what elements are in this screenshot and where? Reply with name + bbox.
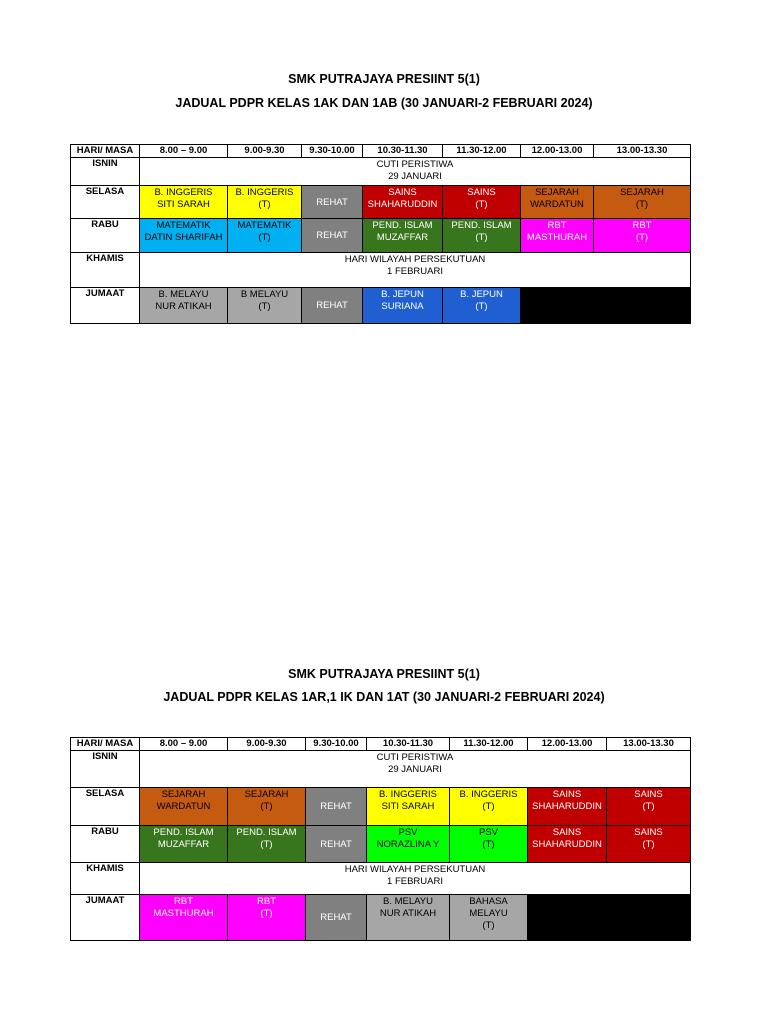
subject-name: BAHASA	[469, 896, 508, 907]
subject-name: PEND. ISLAM	[372, 220, 433, 231]
break-cell: REHAT	[302, 186, 363, 219]
row-rabu	[71, 826, 691, 863]
header-row	[71, 145, 691, 158]
break-cell: REHAT	[306, 788, 367, 826]
teacher-name: DATIN SHARIFAH	[144, 232, 223, 243]
row-khamis	[71, 863, 691, 895]
subject-cell	[228, 788, 306, 826]
day-label: RABU	[71, 219, 140, 253]
subject-cell	[594, 186, 691, 219]
day-label: ISNIN	[71, 751, 140, 788]
day-label: JUMAAT	[71, 288, 140, 324]
subject-name: SAINS	[467, 187, 496, 198]
header-row	[71, 738, 691, 751]
subject-cell	[228, 826, 306, 863]
break-cell: REHAT	[302, 219, 363, 253]
subject-name: SEJARAH	[244, 789, 289, 800]
school-name: SMK PUTRAJAYA PRESIINT 5(1)	[288, 72, 480, 86]
holiday-name: HARI WILAYAH PERSEKUTUAN	[344, 254, 486, 265]
subject-cell	[140, 288, 228, 324]
row-rabu	[71, 219, 691, 253]
header-day-time: HARI/ MASA	[71, 738, 140, 751]
session-tag: (T)	[482, 801, 495, 812]
subject-cell	[528, 826, 607, 863]
subject-name: PSV	[398, 827, 418, 838]
session-tag: (T)	[260, 908, 273, 919]
subject-name: SAINS	[388, 187, 417, 198]
subject-name: PEND. ISLAM	[451, 220, 512, 231]
session-tag: (T)	[475, 199, 488, 210]
subject-cell	[521, 186, 594, 219]
subject-name: B. MELAYU	[383, 896, 433, 907]
session-tag: (T)	[475, 301, 488, 312]
holiday-name: HARI WILAYAH PERSEKUTUAN	[344, 864, 486, 875]
break-cell: REHAT	[306, 826, 367, 863]
subject-cell	[367, 788, 450, 826]
header-slot: 12.00-13.00	[521, 145, 594, 158]
subject-cell	[140, 186, 228, 219]
session-tag: (T)	[635, 232, 649, 243]
subject-cell	[443, 186, 521, 219]
blank-cell	[528, 895, 691, 941]
subject-cell	[140, 895, 228, 941]
day-label: SELASA	[71, 186, 140, 219]
timetable-1	[70, 144, 691, 324]
teacher-name: NUR ATIKAH	[155, 301, 212, 312]
subject-cell	[140, 826, 228, 863]
subject-cell	[228, 186, 302, 219]
session-tag: (T)	[258, 232, 271, 243]
subject-cell	[367, 826, 450, 863]
teacher-name: SHAHARUDDIN	[532, 801, 602, 812]
session-tag: (T)	[642, 839, 655, 850]
subject-name: SAINS	[552, 789, 582, 800]
subject-name: SEJARAH	[620, 187, 664, 198]
header-slot: 10.30-11.30	[367, 738, 450, 751]
subject-name: MATEMATIK	[156, 220, 211, 231]
session-tag: (T)	[635, 199, 649, 210]
teacher-name: SHAHARUDDIN	[532, 839, 602, 850]
subject-cell	[594, 219, 691, 253]
holiday-date: 29 JANUARI	[388, 764, 442, 775]
holiday-name: CUTI PERISTIWA	[376, 159, 454, 170]
subject-cell	[521, 219, 594, 253]
subject-cell	[363, 288, 443, 324]
header-slot: 9.30-10.00	[306, 738, 367, 751]
session-tag: (T)	[258, 199, 271, 210]
teacher-name: NUR ATIKAH	[379, 908, 437, 919]
subject-cell	[450, 788, 528, 826]
row-selasa	[71, 788, 691, 826]
subject-name: PEND. ISLAM	[153, 827, 214, 838]
subject-cell	[443, 288, 521, 324]
teacher-name: MASTHURAH	[153, 908, 214, 919]
subject-name: B. INGGERIS	[154, 187, 213, 198]
teacher-name: MUZAFFAR	[376, 232, 429, 243]
subject-cell	[363, 219, 443, 253]
row-jumaat	[71, 895, 691, 941]
row-isnin	[71, 158, 691, 186]
subject-name: PSV	[478, 827, 498, 838]
subject-cell	[367, 895, 450, 941]
row-selasa	[71, 186, 691, 219]
subject-name: B. JEPUN	[460, 289, 503, 300]
day-label: RABU	[71, 826, 140, 863]
session-tag: (T)	[482, 920, 495, 931]
subject-cell	[528, 788, 607, 826]
teacher-name: SITI SARAH	[157, 199, 210, 210]
holiday-name: CUTI PERISTIWA	[376, 752, 454, 763]
row-isnin	[71, 751, 691, 788]
subject-name: SAINS	[634, 789, 663, 800]
subject-cell	[450, 895, 528, 941]
subject-name: SAINS	[552, 827, 582, 838]
subject-name: B. INGGERIS	[459, 789, 518, 800]
subject-cell	[140, 788, 228, 826]
subject-name: PEND. ISLAM	[236, 827, 297, 838]
blank-cell	[521, 288, 691, 324]
subject-cell	[363, 186, 443, 219]
header-slot: 13.00-13.30	[594, 145, 691, 158]
subject-name: MATEMATIK	[237, 220, 292, 231]
header-slot: 9.30-10.00	[302, 145, 363, 158]
holiday-date: 1 FEBRUARI	[387, 876, 443, 887]
subject-name: SEJARAH	[161, 789, 206, 800]
teacher-name: WARDATUN	[156, 801, 211, 812]
subject-cell	[450, 826, 528, 863]
timetable-title: JADUAL PDPR KELAS 1AR,1 IK DAN 1AT (30 JANUARI-2 FEBRUARI 2024)	[163, 690, 605, 704]
teacher-name: SHAHARUDDIN	[367, 199, 438, 210]
header-slot: 13.00-13.30	[607, 738, 691, 751]
session-tag: (T)	[260, 801, 273, 812]
break-cell: REHAT	[302, 288, 363, 324]
subject-name: B. INGGERIS	[235, 187, 294, 198]
subject-name: MELAYU	[469, 908, 508, 919]
holiday-date: 29 JANUARI	[388, 171, 442, 182]
subject-name: B. MELAYU	[158, 289, 209, 300]
subject-name: RBT	[547, 220, 567, 231]
header-slot: 11.30-12.00	[450, 738, 528, 751]
row-jumaat	[71, 288, 691, 324]
subject-name: RBT	[632, 220, 652, 231]
teacher-name: SURIANA	[381, 301, 424, 312]
day-label: JUMAAT	[71, 895, 140, 941]
holiday-cell	[140, 253, 691, 288]
teacher-name: MASTHURAH	[526, 232, 588, 243]
header-slot: 9.00-9.30	[228, 145, 302, 158]
holiday-date: 1 FEBRUARI	[387, 266, 443, 277]
subject-cell	[228, 895, 306, 941]
subject-cell	[607, 826, 691, 863]
subject-cell	[607, 788, 691, 826]
subject-cell	[443, 219, 521, 253]
header-slot: 10.30-11.30	[363, 145, 443, 158]
timetable-title: JADUAL PDPR KELAS 1AK DAN 1AB (30 JANUARI-2 FEBRUARI 2024)	[175, 96, 593, 110]
teacher-name: SITI SARAH	[381, 801, 435, 812]
subject-name: B MELAYU	[240, 289, 289, 300]
day-label: KHAMIS	[71, 863, 140, 895]
day-label: SELASA	[71, 788, 140, 826]
holiday-cell	[140, 751, 691, 788]
subject-name: B. JEPUN	[381, 289, 424, 300]
header-slot: 12.00-13.00	[528, 738, 607, 751]
subject-name: SEJARAH	[535, 187, 579, 198]
day-label: ISNIN	[71, 158, 140, 186]
teacher-name: NORAZLINA Y	[376, 839, 440, 850]
session-tag: (T)	[642, 801, 655, 812]
break-cell: REHAT	[306, 895, 367, 941]
holiday-cell	[140, 863, 691, 895]
subject-name: RBT	[257, 896, 276, 907]
school-name: SMK PUTRAJAYA PRESIINT 5(1)	[288, 667, 480, 681]
subject-name: SAINS	[634, 827, 663, 838]
teacher-name: WARDATUN	[530, 199, 584, 210]
session-tag: (T)	[482, 839, 495, 850]
subject-cell	[228, 219, 302, 253]
header-slot: 8.00 – 9.00	[140, 145, 228, 158]
subject-name: RBT	[174, 896, 193, 907]
header-slot: 9.00-9.30	[228, 738, 306, 751]
header-slot: 11.30-12.00	[443, 145, 521, 158]
row-khamis	[71, 253, 691, 288]
header-day-time: HARI/ MASA	[71, 145, 140, 158]
session-tag: (T)	[260, 839, 273, 850]
timetable-2	[70, 737, 691, 941]
subject-cell	[228, 288, 302, 324]
teacher-name: MUZAFFAR	[157, 839, 210, 850]
holiday-cell	[140, 158, 691, 186]
day-label: KHAMIS	[71, 253, 140, 288]
subject-cell	[140, 219, 228, 253]
session-tag: (T)	[258, 301, 271, 312]
subject-name: B. INGGERIS	[378, 789, 438, 800]
session-tag: (T)	[475, 232, 488, 243]
header-slot: 8.00 – 9.00	[140, 738, 228, 751]
